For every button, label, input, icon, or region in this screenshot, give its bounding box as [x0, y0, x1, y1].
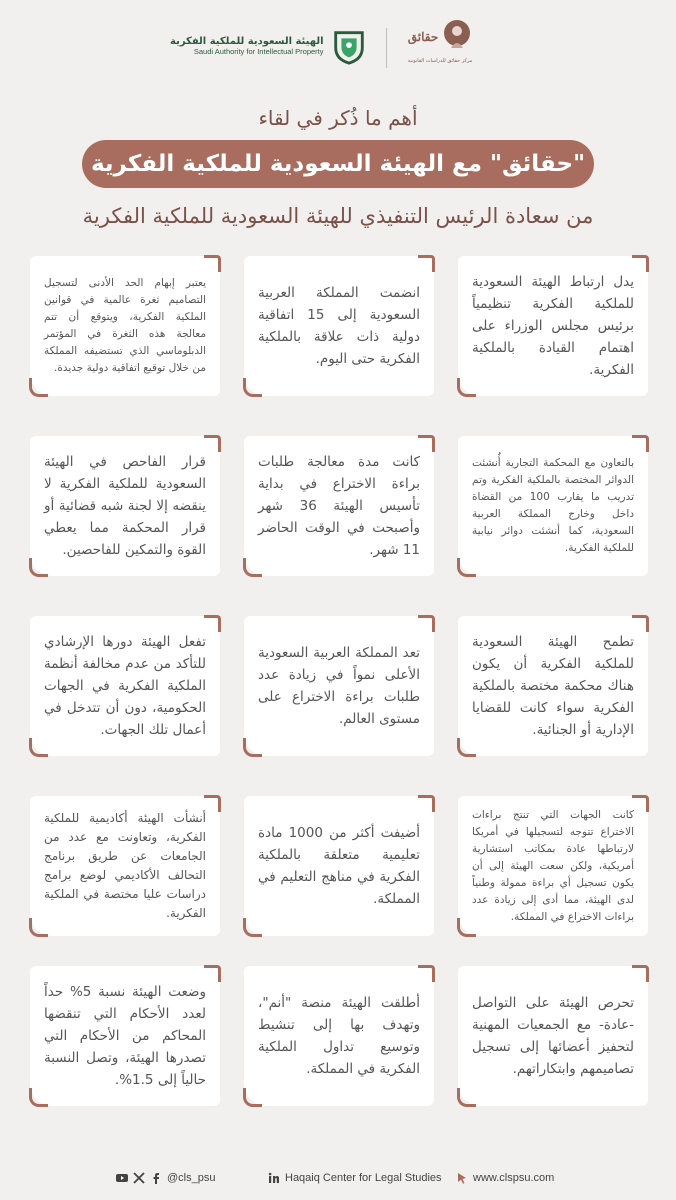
haqaiq-name: حقائق [407, 30, 439, 44]
fact-text: أضيفت أكثر من 1000 مادة تعليمية متعلقة بالملكية الفكرية في مناهج التعليم في المملكة. [258, 825, 420, 907]
fact-card [244, 796, 434, 936]
linkedin-icon [268, 1172, 280, 1184]
fact-text: بالتعاون مع المحكمة التجارية أُنشئت الدوائر المختصة بالملكية الفكرية وتم تدريب ما يقارب 100 من القضاة داخل وخارج المملكة العربية السعودية، كما أنشئت دوائر نيابية للملكية الفكرية. [472, 457, 634, 554]
social-links[interactable] [116, 1172, 215, 1184]
fact-text: أنشأت الهيئة أكاديمية للملكية الفكرية، وتعاونت مع عدد من الجامعات عن طريق برنامج التحالف الأكاديمي لوضع برامج دراسات عليا مختصة في الملكية الفكرية. [44, 811, 206, 920]
saip-logo [170, 22, 370, 70]
fact-text: قرار الفاحص في الهيئة السعودية للملكية الفكرية لا ينقضه إلا لجنة شبه قضائية أو قرار المحكمة مما يعطي القوة والتمكين للفاحصين. [44, 454, 206, 558]
cursor-icon [456, 1172, 468, 1184]
linkedin-text[interactable]: Haqaiq Center for Legal Studies [285, 1172, 442, 1184]
fact-text: كانت الجهات التي تنتج براءات الاختراع تتوجه لتسجيلها في أمريكا لارتباطها عادة بمكاتب استشارية أمريكية، ولكن سعت الهيئة إلى أن يكون تسجيل أي براءة ممولة وطنياً لدى الهيئة، مما أدى إلى زيادة عدد براءات الاختراع في المملكة. [472, 808, 634, 923]
fact-text: وضعت الهيئة نسبة 5% حداً لعدد الأحكام التي تنقضها المحاكم من الأحكام التي تصدرها الهيئة، وتصل النسبة حالياً إلى 1.5%. [44, 984, 206, 1088]
page-title: "حقائق" مع الهيئة السعودية للملكية الفكرية [82, 140, 594, 188]
fact-text: تفعل الهيئة دورها الإرشادي للتأكد من عدم مخالفة أنظمة الملكية الفكرية في الجهات الحكومية، دون أن تتدخل في أعمال تلك الجهات. [44, 634, 206, 738]
intro-line: أهم ما ذُكر في لقاء [258, 106, 418, 130]
facebook-icon[interactable] [150, 1172, 162, 1184]
fact-card [244, 616, 434, 756]
fact-text: تعد المملكة العربية السعودية الأعلى نمواً في زيادة عدد طلبات براءة الاختراع على مستوى العالم. [258, 645, 420, 727]
header [0, 18, 676, 78]
haqaiq-emblem-icon [442, 18, 472, 56]
fact-card [458, 966, 648, 1106]
fact-card [458, 616, 648, 756]
social-handle[interactable]: @cls_psu [167, 1172, 216, 1184]
fact-text: أطلقت الهيئة منصة "أنم"، وتهدف بها إلى تنشيط وتوسيع تداول الملكية الفكرية في المملكة. [258, 995, 420, 1077]
fact-card [458, 796, 648, 936]
footer [0, 1166, 676, 1194]
fact-text: تطمح الهيئة السعودية للملكية الفكرية أن يكون هناك محكمة مختصة بالملكية الفكرية سواء كانت للقضايا الإدارية أو الجنائية. [472, 634, 634, 738]
fact-text: انضمت المملكة العربية السعودية إلى 15 اتفاقية دولية ذات علاقة بالملكية الفكرية حتى اليوم. [258, 285, 420, 367]
haqaiq-subtitle: مركز حقائق للدراسات القانونية [407, 58, 473, 64]
saip-name-en: Saudi Authority for Intellectual Property [193, 47, 324, 56]
fact-card [30, 436, 220, 576]
youtube-icon[interactable] [116, 1172, 128, 1184]
fact-text: يعتبر إبهام الحد الأدنى لتسجيل التصاميم ثغرة عالمية في قوانين الملكية الفكرية، ويتوقع أن تتم معالجة هذه الثغرة في المؤتمر الدبلوماسي الذي تستضيفه المملكة من خلال توقيع اتفاقية دولية جديدة. [44, 277, 206, 374]
saip-emblem-icon [330, 27, 368, 65]
logo-divider [386, 28, 387, 68]
linkedin-link[interactable] [268, 1172, 442, 1184]
fact-card [30, 616, 220, 756]
fact-card [244, 966, 434, 1106]
fact-card [244, 436, 434, 576]
fact-card [30, 256, 220, 396]
website-link[interactable] [456, 1172, 554, 1184]
x-icon[interactable] [133, 1172, 145, 1184]
fact-card [244, 256, 434, 396]
page-subtitle: من سعادة الرئيس التنفيذي للهيئة السعودية للملكية الفكرية [82, 204, 594, 228]
fact-card [30, 796, 220, 936]
haqaiq-logo [400, 18, 480, 76]
fact-text: كانت مدة معالجة طلبات براءة الاختراع في بداية تأسيس الهيئة 36 شهر وأصبحت في الوقت الحاضر 11 شهر. [258, 454, 420, 558]
fact-card [30, 966, 220, 1106]
saip-name-ar: الهيئة السعودية للملكية الفكرية [170, 36, 324, 47]
fact-card [458, 436, 648, 576]
website-text[interactable]: www.clspsu.com [473, 1172, 555, 1184]
fact-text: يدل ارتباط الهيئة السعودية للملكية الفكرية تنظيمياً برئيس مجلس الوزراء على اهتمام القيادة بالملكية الفكرية. [472, 274, 634, 378]
fact-card [458, 256, 648, 396]
fact-text: تحرص الهيئة على التواصل -عادة- مع الجمعيات المهنية لتحفيز أعضائها إلى تسجيل تصاميمهم وابتكاراتهم. [472, 995, 634, 1077]
